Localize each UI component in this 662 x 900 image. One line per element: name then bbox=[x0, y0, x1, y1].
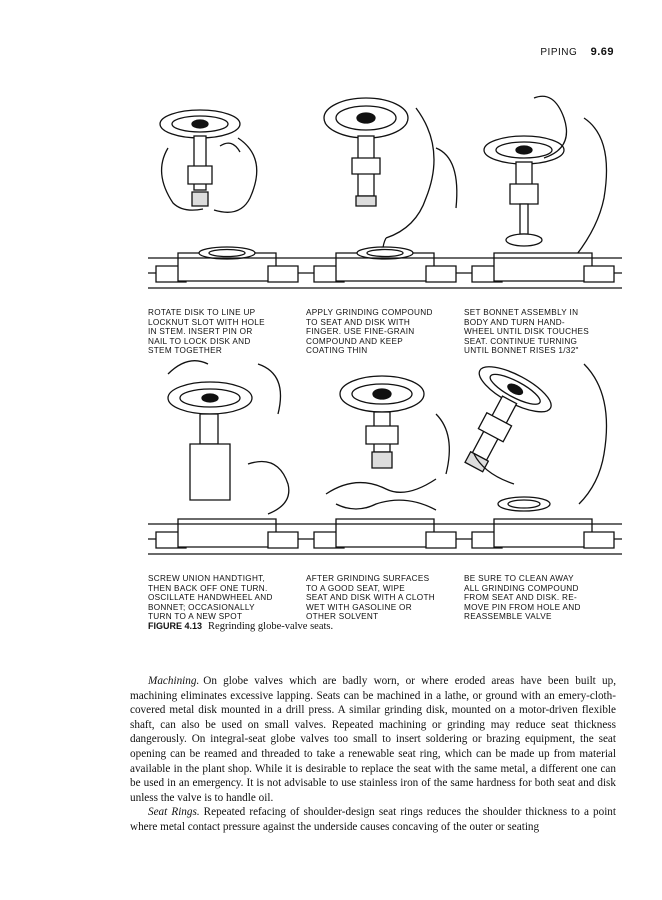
running-header bbox=[540, 46, 614, 58]
figure-panel bbox=[306, 88, 464, 356]
valve-illustration-set-bonnet bbox=[464, 88, 622, 306]
paragraph-text: Repeated refacing of shoulder-design seat rings reduces the shoulder thickness to a point where metal contact pressure against the underside causes concaving of the outer or seating bbox=[130, 806, 617, 833]
valve-illustration-screw-union bbox=[148, 354, 306, 572]
panel-caption: BE SURE TO CLEAN AWAY ALL GRINDING COMPOUND FROM SEAT AND DISK. RE- MOVE PIN FROM HOLE AND REASSEMBLE VALVE bbox=[464, 574, 581, 622]
figure-panel bbox=[464, 354, 622, 622]
figure-label: FIGURE 4.13 bbox=[148, 621, 203, 631]
run-in-heading: Seat Rings. bbox=[148, 806, 200, 819]
body-text bbox=[130, 674, 616, 835]
valve-illustration-rotate-disk bbox=[148, 88, 306, 306]
valve-illustration-wipe-seat bbox=[306, 354, 464, 572]
panel-caption: APPLY GRINDING COMPOUND TO SEAT AND DISK WITH FINGER. USE FINE-GRAIN COMPOUND AND KEEP COATING THIN bbox=[306, 308, 433, 356]
panel-caption: ROTATE DISK TO LINE UP LOCKNUT SLOT WITH HOLE IN STEM. INSERT PIN OR NAIL TO LOCK DISK AND STEM TOGETHER bbox=[148, 308, 265, 356]
run-in-heading: Machining. bbox=[148, 675, 200, 687]
figure-panel bbox=[148, 354, 306, 622]
paragraph-text: On globe valves which are badly worn, or where eroded areas have been built up, machining eliminates excessive lapping. Seats can be machined in a lathe, or ground with an emery-cloth-covered metal disk mounted in a drill press. A similar grinding disk, mounted on a motor-driven flexible shaft, can also be used on small valves. Repeated machining or grinding may reduce seat thickness dangerously. On integral-seat globe valves too small to insert soldering or brazing equipment, the seat opening can be reamed and threaded to take a renewable seat ring, which can be made up from material available in the plant shop. While it is desirable to replace the seat with the same metal, a different one can be used in an emergency. It is not advisable to use stainless iron of the same hardness for both seat and disk unless the valve is to handle oil. bbox=[130, 675, 616, 804]
panel-caption: SET BONNET ASSEMBLY IN BODY AND TURN HAND- WHEEL UNTIL DISK TOUCHES SEAT. CONTINUE TURNING UNTIL BONNET RISES 1/32" bbox=[464, 308, 590, 356]
paragraph bbox=[130, 674, 616, 805]
paragraph bbox=[130, 805, 616, 834]
valve-illustration-apply-compound bbox=[306, 88, 464, 306]
panel-caption: AFTER GRINDING SURFACES TO A GOOD SEAT, WIPE SEAT AND DISK WITH A CLOTH WET WITH GASOLINE OR OTHER SOLVENT bbox=[306, 574, 435, 622]
figure-caption-text: Regrinding globe-valve seats. bbox=[208, 621, 334, 632]
figure-panel bbox=[464, 88, 622, 356]
figure-panel bbox=[148, 88, 306, 356]
section-title: PIPING bbox=[540, 47, 578, 58]
figure-panel bbox=[306, 354, 464, 622]
figure bbox=[148, 88, 622, 622]
page-number: 9.69 bbox=[590, 46, 614, 58]
panel-caption: SCREW UNION HANDTIGHT, THEN BACK OFF ONE TURN. OSCILLATE HANDWHEEL AND BONNET; OCCASIONALLY TURN TO A NEW SPOT bbox=[148, 574, 273, 622]
figure-caption bbox=[148, 621, 333, 632]
valve-illustration-reassemble bbox=[464, 354, 622, 572]
